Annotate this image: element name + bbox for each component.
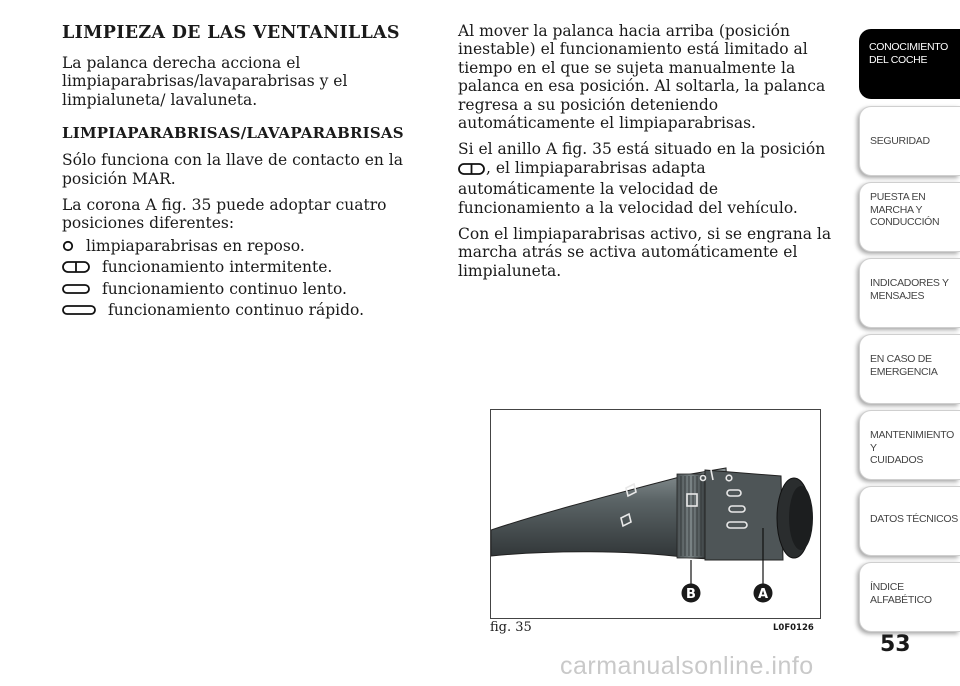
position-label: funcionamiento continuo lento.: [102, 279, 347, 298]
tab-label: INDICADORES Y MENSAJES: [870, 277, 949, 302]
position-label: funcionamiento intermitente.: [102, 258, 333, 277]
right-column: [458, 22, 843, 288]
off-circle-icon: [62, 239, 86, 253]
tab-indice-alfabetico[interactable]: [859, 562, 960, 632]
reverse-gear-paragraph: Con el limpiaparabrisas activo, si se engrana la marcha atrás se activa automáticamente el limpialuneta.: [458, 225, 832, 280]
site-watermark: carmanualsonline.info: [560, 652, 814, 680]
position-item-intermittent: [62, 258, 447, 276]
tab-label: SEGURIDAD: [870, 135, 930, 147]
figure-caption: fig. 35: [490, 620, 532, 635]
tab-label: CONOCIMIENTO DEL COCHE: [869, 41, 949, 66]
section-heading: LIMPIEZA DE LAS VENTANILLAS: [62, 23, 400, 43]
tab-indicadores-y-mensajes[interactable]: [859, 258, 960, 328]
position-label: funcionamiento continuo rápido.: [108, 301, 365, 320]
label-a: A: [757, 587, 769, 602]
position-item-off: [62, 237, 447, 255]
tab-conocimiento-del-coche[interactable]: [859, 29, 960, 99]
wiper-stalk-illustration: [491, 410, 820, 618]
tab-seguridad[interactable]: [859, 106, 960, 176]
tab-puesta-en-marcha[interactable]: [859, 182, 960, 252]
page-number: 53: [880, 632, 911, 657]
auto-speed-text-before: Si el anillo A fig. 35 está situado en la posición: [458, 140, 826, 159]
intro-paragraph: La palanca derecha acciona el limpiaparabrisas/lavaparabrisas y el limpialuneta/ lavaluneta.: [62, 54, 348, 109]
ignition-paragraph: Sólo funciona con la llave de contacto en la posición MAR.: [62, 151, 403, 188]
label-b: B: [686, 587, 696, 602]
figure-code: L0F0126: [773, 623, 814, 633]
intermittent-icon: [62, 260, 102, 274]
lever-up-paragraph: Al mover la palanca hacia arriba (posición inestable) el funcionamiento está limitado al tiempo en el que se sujeta manualmente la palanca en esa posición. Al soltarla, la palanca regresa a su posición deteniendo automáticamente el limpiaparabrisas.: [458, 22, 826, 133]
auto-speed-text-after: , el limpiaparabrisas adapta automáticamente la velocidad de funcionamiento a la velocidad del vehículo.: [458, 158, 798, 217]
auto-speed-paragraph: [458, 140, 843, 217]
position-label: limpiaparabrisas en reposo.: [86, 236, 305, 255]
tab-label: ÍNDICE ALFABÉTICO: [870, 581, 932, 606]
figure-35: [490, 409, 821, 619]
tab-label: MANTENIMIENTO Y CUIDADOS: [870, 429, 954, 466]
position-item-slow: [62, 280, 447, 298]
tab-datos-tecnicos[interactable]: [859, 486, 960, 556]
tab-label: DATOS TÉCNICOS: [870, 513, 958, 525]
slow-continuous-icon: [62, 282, 102, 296]
left-column: [62, 22, 447, 322]
position-item-fast: [62, 301, 447, 319]
subsection-heading: LIMPIAPARABRISAS/LAVAPARABRISAS: [62, 124, 404, 143]
tab-label: EN CASO DE EMERGENCIA: [870, 353, 938, 378]
tab-label: PUESTA EN MARCHA Y CONDUCCIÓN: [870, 191, 940, 228]
tab-mantenimiento-y-cuidados[interactable]: [859, 410, 960, 480]
positions-intro-paragraph: La corona A fig. 35 puede adoptar cuatro posiciones diferentes:: [62, 196, 387, 233]
fast-continuous-icon: [62, 303, 108, 317]
tab-en-caso-de-emergencia[interactable]: [859, 334, 960, 404]
auto-mode-icon: [458, 162, 486, 180]
